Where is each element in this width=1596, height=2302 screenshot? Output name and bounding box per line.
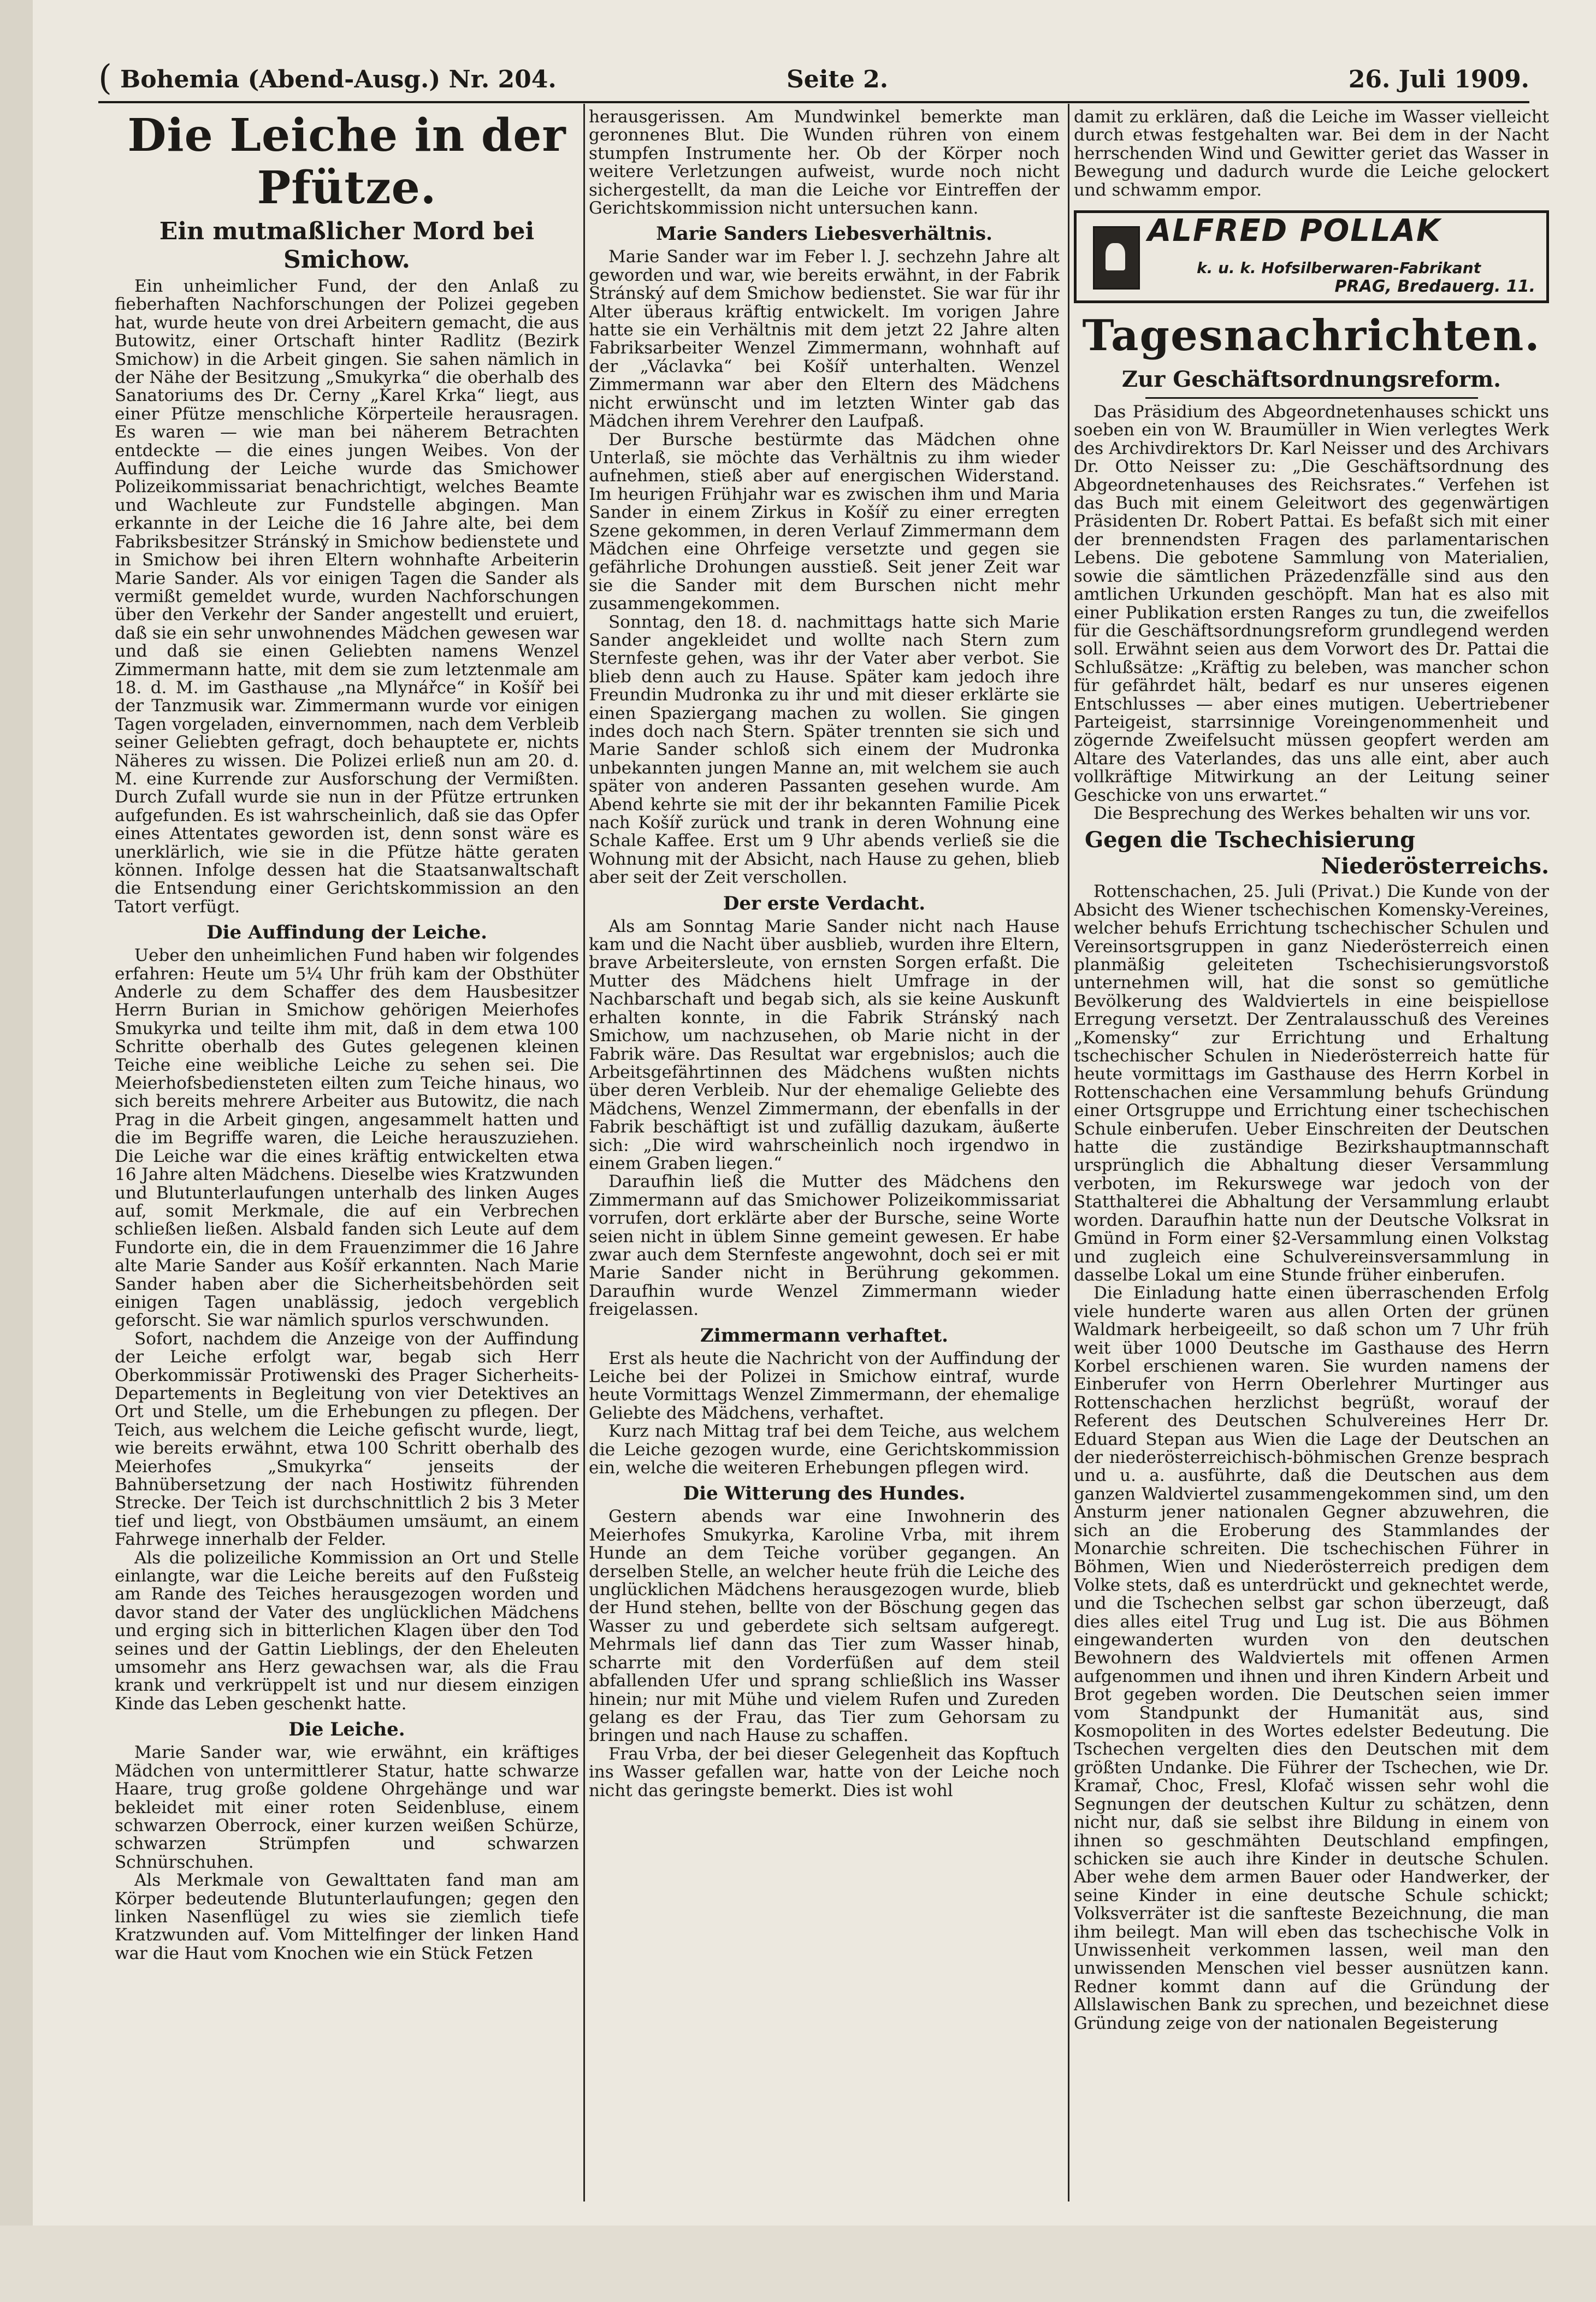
column-divider-2 xyxy=(1068,104,1069,2201)
paragraph: Frau Vrba, der bei dieser Gelegenheit das Kopftuch ins Wasser gefallen war, hatte von der Leiche noch nicht das geringste bemerkt. Dies ist wohl xyxy=(589,1744,1060,1801)
section-heading: Zimmermann verhaftet. xyxy=(700,1324,949,1347)
paragraph: Ueber den unheimlichen Fund haben wir folgendes erfahren: Heute um 5¼ Uhr früh kam der Obsthüter Anderle zu dem Schaffer des dem Hausbesitzer Herrn Burian in Smichow gehörigen Meierhofes Smukyrka und teilte ihm mit, daß in dem etwa 100 Schritte oberhalb des Gutes gelegenen kleinen Teiche eine weibliche Leiche zu sehen sei. Die Meierhofsbediensteten eilten zum Teiche hinaus, wo sich bereits mehrere Arbeiter aus Butowitz, die nach Prag in die Arbeit gingen, angesammelt hatten und die im Begriffe waren, die Leiche herauszuziehen. Die Leiche war die eines kräftig entwickelten etwa 16 Jahre alten Mädchens. Dieselbe wies Kratzwunden und Blutunterlaufungen unterhalb des linken Auges auf, somit Merkmale, die auf ein Verbrechen schließen ließen. Alsbald fanden sich Leute auf dem Fundorte ein, die in dem Frauenzimmer die 16 Jahre alte Marie Sander aus Košíř erkannten. Nach Marie Sander haben aber die Sicherheitsbehörden seit einigen Tagen unablässig, jedoch vergeblich geforscht. Sie war nämlich spurlos verschwunden. xyxy=(115,946,579,1331)
section-title: Tagesnachrichten. xyxy=(1082,311,1541,361)
paragraph: Marie Sander war, wie erwähnt, ein kräftiges Mädchen von untermittlerer Statur, hatte schwarze Haare, trug große goldene Ohrgehänge und war bekleidet mit einer roten Seidenbluse, einem schwarzen Oberrock, einer kurzen weißen Schürze, schwarzen Strümpfen und schwarzen Schnürschuhen. xyxy=(115,1743,579,1872)
paragraph: Marie Sander war im Feber l. J. sechzehn Jahre alt geworden und war, wie bereits erwähnt, in der Fabrik Stránský auf dem Smichow bedienstet. Sie war für ihr Alter überaus kräftig entwickelt. Im vorigen Jahre hatte sie ein Verhältnis mit dem jetzt 22 Jahre alten Fabriksarbeiter Wenzel Zimmermann, wohnhaft auf der „Václavka“ bei Košíř unterhalten. Wenzel Zimmermann war aber den Eltern des Mädchens nicht erwünscht und im letzten Winter gab das Mädchen ihrem Verehrer den Laufpaß. xyxy=(589,247,1060,432)
paragraph: Kurz nach Mittag traf bei dem Teiche, aus welchem die Leiche gezogen wurde, eine Gerichtskommission ein, welche die weiteren Erhebungen pflegen wird. xyxy=(589,1421,1060,1478)
paragraph: Die Einladung hatte einen überraschenden Erfolg viele hunderte waren aus allen Orten der grünen Waldmark herbeigeeilt, so daß schon um 7 Uhr früh weit über 1000 Deutsche im Gasthause des Herrn Korbel erschienen waren. Sie wurden namens der Einberufer von Herrn Oberlehrer Murtinger aus Rottenschachen herzlichst begrüßt, worauf der Referent des Deutschen Schulvereines Herr Dr. Eduard Stepan aus Wien die Lage der Deutschen an der niederösterreichisch-böhmischen Grenze besprach und u. a. ausführte, daß die Deutschen aus dem ganzen Waldviertel zusammengekommen sind, um den Ansturm jener nationalen Gegner abzuwehren, die sich an die Eroberung des Stammlandes der Monarchie schreiten. Die tschechischen Führer in Böhmen, Wien und Niederösterreich predigen dem Volke stets, daß es unterdrückt und geknechtet werde, und die Tschechen selbst gar schon überzeugt, daß dies alles eitel Trug und Lug ist. Die aus Böhmen eingewanderten wurden von den deutschen Bewohnern des Waldviertels mit offenen Armen aufgenommen und ihnen und ihren Kindern Arbeit und Brot gegeben worden. Die Deutschen seien immer vom Standpunkt der Humanität aus, sind Kosmopoliten in des Wortes edelster Bedeutung. Die Tschechen vergelten dies den Deutschen mit dem größten Undanke. Die Führer der Tschechen, wie Dr. Kramař, Choc, Fresl, Klofač wissen sehr wohl die Segnungen der deutschen Kultur zu schätzen, denn nicht nur, daß sie selbst ihre Bildung in einem von ihnen so geschmähten Deutschland empfingen, schicken sie auch ihre Kinder in deutsche Schulen. Aber wehe dem armen Bauer oder Handwerker, der seine Kinder in eine deutsche Schule schickt; Volksverräter ist die sanfteste Bezeichnung, die man ihm beilegt. Man will eben das tschechische Volk in Unwissenheit verkommen lassen, weil man den unwissenden Menschen viel besser ausnützen kann. Redner kommt dann auf die Gründung der Allslawischen Bank zu sprechen, und bezeichnet diese Gründung zeige von der nationalen Begeisterung xyxy=(1074,1283,1549,2033)
paragraph: Die Besprechung des Werkes behalten wir uns vor. xyxy=(1093,803,1531,823)
article-subtitle: Ein mutmaßlicher Mord bei Smichow. xyxy=(159,217,535,274)
paragraph: Der Bursche bestürmte das Mädchen ohne Unterlaß, sie möchte das Verhältnis zu ihm wieder aufnehmen, stieß aber auf energischen Widerstand. Im heurigen Frühjahr war es zwischen ihm und Maria Sander in einem Zirkus in Košíř zu einer erregten Szene gekommen, in deren Verlauf Zimmermann dem Mädchen eine Ohrfeige versetzte und gegen sie gefährliche Drohungen ausstieß. Seit jener Zeit war sie die Sander mit dem Burschen nicht mehr zusammengekommen. xyxy=(589,429,1060,614)
paragraph: damit zu erklären, daß die Leiche im Wasser vielleicht durch etwas festgehalten war. Bei dem in der Nacht herrschenden Wind und Gewitter geriet das Wasser in Bewegung und dadurch wurde die Leiche gelockert und schwamm empor. xyxy=(1074,108,1549,200)
column-divider-1 xyxy=(583,104,585,2201)
paragraph: Sofort, nachdem die Anzeige von der Auffindung der Leiche erfolgt war, begab sich Herr Oberkommissär Protiwenski des Prager Sicherheits-Departements in Begleitung von vier Detektives an Ort und Stelle, um die Erhebungen zu pflegen. Der Teich, aus welchem die Leiche gefischt wurde, liegt, wie bereits erwähnt, etwa 100 Schritt oberhalb des Meierhofes „Smukyrka“ jenseits der Bahnübersetzung der nach Hostiwitz führenden Strecke. Der Teich ist durchschnittlich 2 bis 3 Meter tief und liegt, von Obstbäumen umsäumt, an einem Fahrwege innerhalb der Felder. xyxy=(115,1329,579,1550)
ad-company-title: k. u. k. Hofsilberwaren-Fabrikant xyxy=(1197,259,1481,278)
paragraph: Als Merkmale von Gewalttaten fand man am Körper bedeutende Blutunterlaufungen; gegen den linken Nasenflügel zu wies sie ziemlich tiefe Kratzwunden auf. Vom Mittelfinger der linken Hand war die Haut vom Knochen wie ein Stück Fetzen xyxy=(115,1870,579,1963)
column-3 xyxy=(1074,108,1549,2200)
divider xyxy=(1145,397,1478,399)
paragraph: Das Präsidium des Abgeordnetenhauses schickt uns soeben ein von W. Braumüller in Wien verlegtes Werk des Archivdirektors Dr. Karl Neisser und des Archivars Dr. Otto Neisser zu: „Die Geschäftsordnung des Abgeordnetenhauses des Reichsrates.“ Verfehen ist das Buch mit einem Geleitwort des gegenwärtigen Präsidenten Dr. Robert Pattai. Es befaßt sich mit einer der brennendsten Fragen des parlamentarischen Lebens. Die gebotene Sammlung von Materialien, sowie die sämtlichen Präzedenzfälle sind aus den amtlichen Urkunden geschöpft. Man hat es also mit einer Publikation ersten Ranges zu tun, die zweifellos für die Geschäftsordnungsreform grundlegend werden soll. Erwähnt seien aus dem Vorwort des Dr. Pattai die Schlußsätze: „Kräftig zu beleben, was mancher schon für gefährdet hält, bedarf es nur unseres eigenen Entschlusses — aber eines mutigen. Uebertriebener Parteigeist, starrsinnige Voreingenommenheit und zögernde Zweifelsucht müssen geopfert werden am Altare des Vaterlandes, das uns alle eint, aber auch vollkräftige Mitwirkung an der Leitung seiner Geschicke von uns erwartet.“ xyxy=(1074,402,1549,805)
section-heading: Die Auffindung der Leiche. xyxy=(206,922,487,944)
header-brace: ( xyxy=(98,58,112,98)
article-subtitle-line-1: Gegen die Tschechisierung xyxy=(1085,827,1416,853)
ad-logo-icon xyxy=(1093,226,1140,290)
ad-company-address: PRAG, Bredauerg. 11. xyxy=(1334,277,1535,297)
header-page-number: Seite 2. xyxy=(787,66,889,93)
section-heading: Die Leiche. xyxy=(288,1719,405,1741)
section-heading: Marie Sanders Liebesverhältnis. xyxy=(656,223,992,245)
column-2 xyxy=(589,108,1060,2200)
paragraph: herausgerissen. Am Mundwinkel bemerkte man geronnenes Blut. Die Wunden rühren von einem stumpfen Instrumente her. Ob der Körper noch weitere Verletzungen aufweist, wurde noch nicht sichergestellt, da man die Leiche vor Eintreffen der Gerichtskommission nicht untersuchen kann. xyxy=(589,108,1060,219)
section-heading: Die Witterung des Hundes. xyxy=(683,1483,966,1505)
article-subtitle-line-2: Niederösterreichs. xyxy=(1321,853,1549,880)
page-bottom-margin xyxy=(0,2226,1596,2302)
column-1 xyxy=(115,108,579,2200)
article-subtitle: Zur Geschäftsordnungsreform. xyxy=(1121,367,1502,393)
header-issue: Bohemia (Abend-Ausg.) Nr. 204. xyxy=(120,66,557,93)
paragraph: Gestern abends war eine Inwohnerin des Meierhofes Smukyrka, Karoline Vrba, mit ihrem Hunde an dem Teiche vorüber gegangen. An derselben Stelle, an welcher heute früh die Leiche des unglücklichen Mädchens herausgezogen wurde, blieb der Hund stehen, bellte von der Böschung gegen das Wasser zu und geberdete sich seltsam aufgeregt. Mehrmals lief dann das Tier zum Wasser hinab, scharrte mit den Vorderfüßen auf dem steil abfallenden Ufer und sprang schließlich ins Wasser hinein; nur mit Mühe und vielem Rufen und Zureden gelang es der Frau, das Tier zum Gehorsam zu bringen und nach Hause zu schaffen. xyxy=(589,1507,1060,1746)
paragraph: Erst als heute die Nachricht von der Auffindung der Leiche bei der Polizei in Smichow eintraf, wurde heute Vormittags Wenzel Zimmermann, der ehemalige Geliebte des Mädchens, verhaftet. xyxy=(589,1348,1060,1423)
header-date: 26. Juli 1909. xyxy=(1348,66,1529,93)
page-edge-shadow xyxy=(0,0,33,2302)
paragraph: Als die polizeiliche Kommission an Ort und Stelle einlangte, war die Leiche bereits auf den Fußsteig am Rande des Teiches herausgezogen worden und davor stand der Vater des unglücklichen Mädchens und erging sich in bitterlichen Klagen über den Tod seines und der Gattin Lieblings, der den Eheleuten umsomehr ans Herz gewachsen war, als die Frau krank und verkrüppelt ist und nur diesem einzigen Kinde das Leben geschenkt hatte. xyxy=(115,1548,579,1714)
paragraph: Rottenschachen, 25. Juli (Privat.) Die Kunde von der Absicht des Wiener tschechischen Komensky-Vereines, welcher behufs Errichtung tschechischer Schulen und Vereinsortsgruppen in ganz Niederösterreich einen planmäßig geleiteten Tschechisierungsvorstoß unternehmen will, hat die sonst so gemütliche Bevölkerung des Waldviertels in eine beispiellose Erregung versetzt. Der Zentralausschuß des Vereines „Komensky“ zur Errichtung und Erhaltung tschechischer Schulen in Niederösterreich hatte für heute vormittags im Gasthause des Herrn Korbel in Rottenschachen eine Versammlung behufs Gründung einer Ortsgruppe und Errichtung einer tschechischen Schule einberufen. Ueber Einschreiten der Deutschen hatte die zuständige Bezirkshauptmannschaft ursprünglich die Abhaltung dieser Versammlung verboten, im Rekurswege war jedoch von der Statthalterei die Abhaltung der Versammlung erlaubt worden. Daraufhin hatte nun der Deutsche Volksrat in Gmünd in Form einer §2-Versammlung einen Volkstag und zugleich eine Schulvereinsversammlung in dasselbe Lokal um eine Stunde früher einberufen. xyxy=(1074,882,1549,1285)
paragraph: Sonntag, den 18. d. nachmittags hatte sich Marie Sander angekleidet und wollte nach Stern zum Sternfeste gehen, was ihr der Vater aber verbot. Sie blieb denn auch zu Hause. Später kam jedoch ihre Freundin Mudronka zu ihr und mit dieser erklärte sie einen Spaziergang machen zu wollen. Sie gingen indes doch nach Stern. Später trennten sie sich und Marie Sander schloß sich einem der Mudronka unbekannten jungen Manne an, mit welchem sie auch später von anderen Passanten gesehen wurde. Am Abend kehrte sie mit der ihr bekannten Familie Picek nach Košíř zurück und trank in deren Wohnung eine Schale Kaffee. Erst um 9 Uhr abends verließ sie die Wohnung mit der Absicht, nach Hause zu gehen, blieb aber seit der Zeit verschollen. xyxy=(589,612,1060,888)
paragraph: Daraufhin ließ die Mutter des Mädchens den Zimmermann auf das Smichower Polizeikommissariat vorrufen, dort erklärte aber der Bursche, seine Worte seien nicht in üblem Sinne gemeint gewesen. Er habe zwar auch dem Sternfeste angewohnt, doch sei er mit Marie Sander nicht in Berührung gekommen. Daraufhin wurde Wenzel Zimmermann wieder freigelassen. xyxy=(589,1172,1060,1320)
article-title: Die Leiche in der Pfütze. xyxy=(127,109,566,214)
ad-company-name: ALFRED POLLAK xyxy=(1148,213,1441,249)
paragraph: Als am Sonntag Marie Sander nicht nach Hause kam und die Nacht über ausblieb, wurden ihre Eltern, brave Arbeitersleute, von ernsten Sorgen erfaßt. Die Mutter des Mädchens hielt Umfrage in der Nachbarschaft und begab sich, als sie keine Auskunft erhalten konnte, in die Fabrik Stránský nach Smichow, um nachzusehen, ob Marie nicht in der Fabrik wäre. Das Resultat war ergebnislos; auch die Arbeitsgefährtinnen des Mädchens wußten nichts über deren Verbleib. Nur der ehemalige Geliebte des Mädchens, Wenzel Zimmermann, der ebenfalls in der Fabrik beschäftigt ist und zufällig dazukam, äußerte sich: „Die wird wahrscheinlich noch irgendwo in einem Graben liegen.“ xyxy=(589,916,1060,1173)
paragraph: Ein unheimlicher Fund, der den Anlaß zu fieberhaften Nachforschungen der Polizei gegeben hat, wurde heute von drei Arbeitern gemacht, die aus Butowitz, einer Ortschaft hinter Radlitz (Bezirk Smichow) in die Arbeit gingen. Sie sahen nämlich in der Nähe der Besitzung „Smukyrka“ die oberhalb des Sanatoriums des Dr. Cerny „Karel Krka“ liegt, aus einer Pfütze menschliche Körperteile herausragen. Es waren — wie man bei näherem Betrachten entdeckte — die eines jungen Weibes. Von der Auffindung der Leiche wurde das Smichower Polizeikommissariat benachrichtigt, welches Beamte und Wachleute zur Fundstelle abgingen. Man erkannte in der Leiche die 16 Jahre alte, bei dem Fabriksbesitzer Stránský in Smichow bedienstete und in Smichow bei ihren Eltern wohnhafte Arbeiterin Marie Sander. Als vor einigen Tagen die Sander als vermißt gemeldet wurde, wurden Nachforschungen über den Verkehr der Sander angestellt und eruiert, daß sie ein sehr unwohnendes Mädchen gewesen war und daß sie einen Geliebten namens Wenzel Zimmermann hatte, mit dem sie zum letztenmale am 18. d. M. im Gasthause „na Mlynářce“ in Košíř bei der Tanzmusik war. Zimmermann wurde vor einigen Tagen vorgeladen, einvernommen, nach dem Verbleib seiner Geliebten gefragt, doch behauptete er, nichts Näheres zu wissen. Die Polizei erließ nun am 20. d. M. eine Kurrende zur Ausforschung der Vermißten. Durch Zufall wurde sie nun in der Pfütze ertrunken aufgefunden. Es ist wahrscheinlich, daß sie das Opfer eines Attentates geworden ist, denn sonst wäre es unerklärlich, wie sie in die Pfütze hätte geraten können. Infolge dessen hat die Staatsanwaltschaft die Entsendung einer Gerichtskommission an den Tatort verfügt. xyxy=(115,276,579,917)
section-heading: Der erste Verdacht. xyxy=(723,892,926,914)
page-header xyxy=(98,60,1529,98)
header-rule xyxy=(98,101,1529,103)
advertisement-box xyxy=(1074,210,1549,303)
